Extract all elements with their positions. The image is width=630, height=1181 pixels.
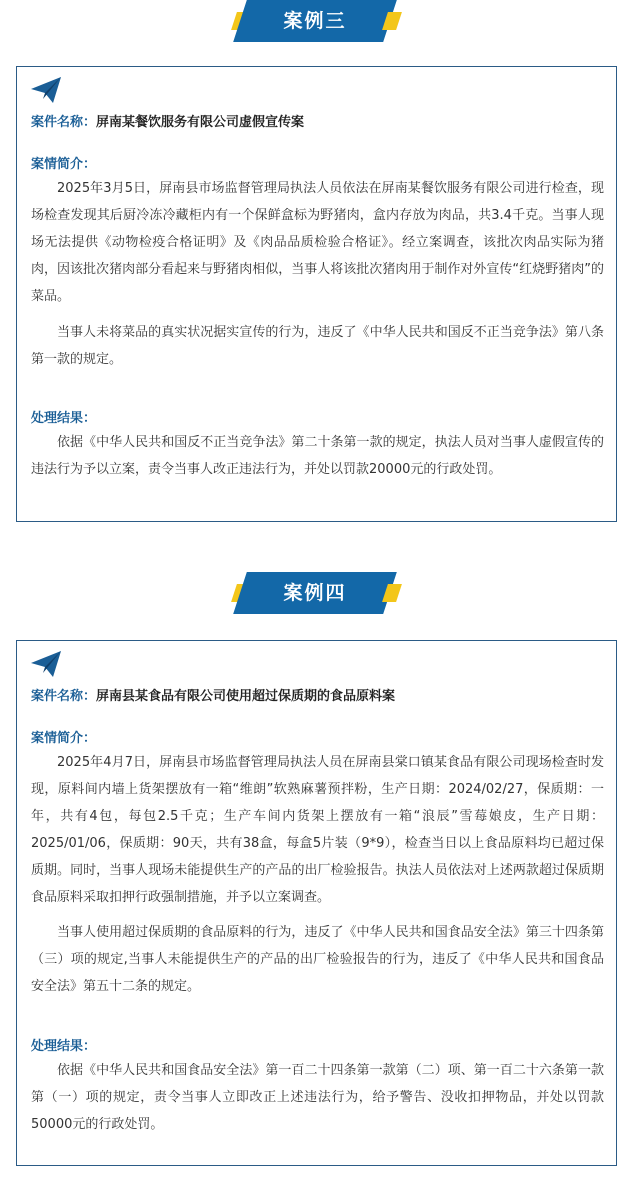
case4-banner-title: 案例四: [283, 582, 347, 604]
case3-name: 屏南某餐饮服务有限公司虚假宣传案: [96, 115, 305, 130]
case4-card: [16, 640, 617, 1166]
case4-name-row: [31, 685, 395, 704]
case3-summary-paragraph-1: 2025年3月5日，屏南县市场监督管理局执法人员依法在屏南某餐饮服务有限公司进行检查，现场检查发现其后厨冷冻冷藏柜内有一个保鲜盒标为野猪肉，盒内存放为肉品，共3.4千克。当事人现场无法提供《动物检疫合格证明》及《肉品品质检验合格证》。经立案调查，该批次肉品实际为猪肉，因该批次猪肉部分看起来与野猪肉相似，当事人将该批次猪肉用于制作对外宣传“红烧野猪肉”的菜品。: [31, 181, 604, 304]
paper-plane-icon: [31, 651, 61, 677]
case4-banner: [0, 572, 630, 616]
case4-result-paragraph: 依据《中华人民共和国食品安全法》第一百二十四条第一款第（二）项、第一百二十六条第一款第（一）项的规定，责令当事人立即改正上述违法行为，给予警告、没收扣押物品，并处以罚款50000元的行政处罚。: [31, 1063, 604, 1132]
case3-card: [16, 66, 617, 522]
case4-result-label: 处理结果：: [31, 1039, 97, 1054]
paper-plane-icon: [31, 77, 61, 103]
case4-name: 屏南县某食品有限公司使用超过保质期的食品原料案: [96, 689, 396, 704]
case4-summary-label: 案情简介：: [31, 731, 97, 746]
case3-banner: [0, 0, 630, 44]
case3-summary-paragraph-2: 当事人未将菜品的真实状况据实宣传的行为，违反了《中华人民共和国反不正当竞争法》第八条第一款的规定。: [31, 325, 604, 367]
case4-summary-paragraph-2: 当事人使用超过保质期的食品原料的行为，违反了《中华人民共和国食品安全法》第三十四条第（三）项的规定,当事人未能提供生产的产品的出厂检验报告的行为，违反了《中华人民共和国食品安全法》第五十二条的规定。: [31, 925, 604, 994]
case4-summary-paragraph-1: 2025年4月7日，屏南县市场监督管理局执法人员在屏南县棠口镇某食品有限公司现场检查时发现，原料间内墙上货架摆放有一箱“维朗”软熟麻薯预拌粉，生产日期：2024/02/27，保质期：一年，共有4包，每包2.5千克；生产车间内货架上摆放有一箱“浪辰”雪莓娘皮，生产日期：2025/01/06，保质期：90天，共有38盒，每盒5片装（9*9），检查当日以上食品原料均已超过保质期。同时，当事人现场未能提供生产的产品的出厂检验报告。执法人员依法对上述两款超过保质期食品原料采取扣押行政强制措施，并予以立案调查。: [31, 755, 604, 905]
case3-result-paragraph: 依据《中华人民共和国反不正当竞争法》第二十条第一款的规定，执法人员对当事人虚假宣传的违法行为予以立案，责令当事人改正违法行为，并处以罚款20000元的行政处罚。: [31, 435, 604, 477]
case4-name-label: 案件名称：: [31, 689, 97, 704]
case3-summary-label: 案情简介：: [31, 157, 97, 172]
case3-name-label: 案件名称：: [31, 115, 97, 130]
case3-name-row: [31, 111, 304, 130]
case3-result-label: 处理结果：: [31, 411, 97, 426]
case3-banner-title: 案例三: [283, 10, 347, 32]
